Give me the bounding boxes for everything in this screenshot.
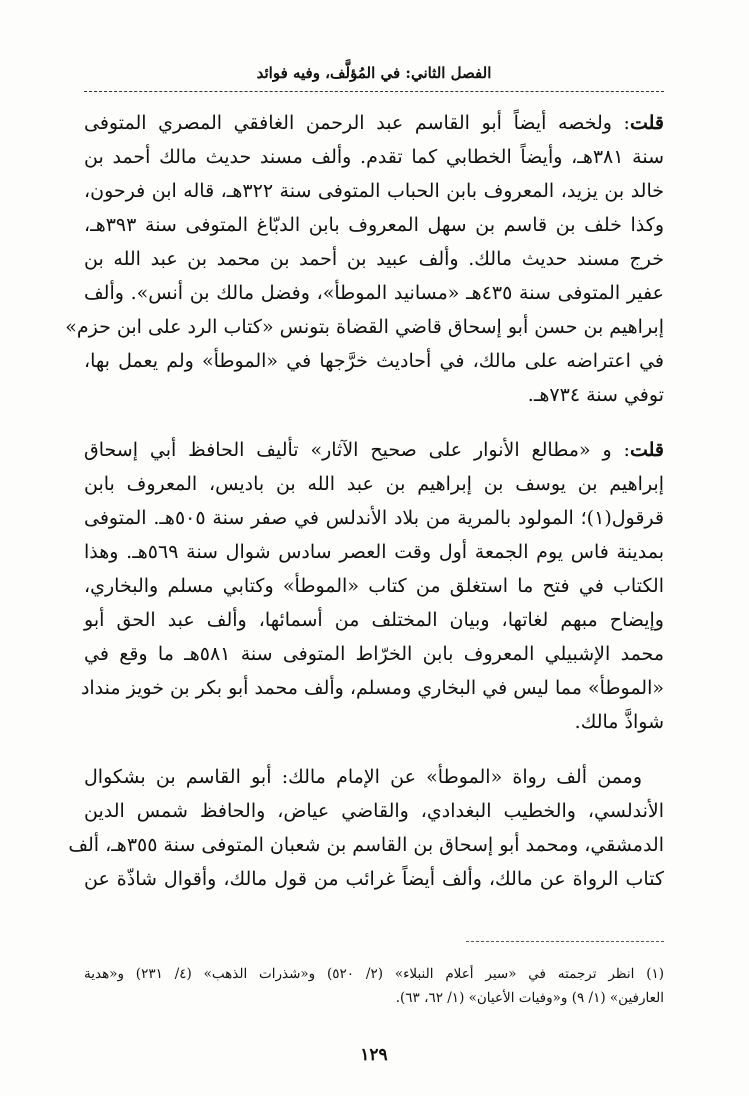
paragraph-2-line-6: وإيضاح مبهم لغاتها، وبيان المختلف من أسمائها، وألف عبد الحق أبو: [84, 609, 664, 631]
paragraph-2-line-9: شواذَّ مالك.: [574, 711, 664, 733]
paragraph-1-line-1: قلت: ولخصه أيضاً أبو القاسم عبد الرحمن الغافقي المصري المتوفى: [84, 112, 664, 134]
footnote-line-2: العارفين» (١/ ٩) و«وفيات الأعيان» (١/ ٦٢، ٦٣).: [395, 990, 664, 1006]
paragraph-2-line-8: «الموطأ» مما ليس في البخاري ومسلم، وألف محمد أبو بكر بن خويز منداد: [80, 677, 664, 699]
paragraph-1-line-2: سنة ٣٨١هـ، وأيضاً الخطابي كما تقدم. وألف مسند حديث مالك أحمد بن: [84, 146, 664, 168]
page-number: ١٢٩: [360, 1045, 388, 1065]
paragraph-1-line-9: توفي سنة ٧٣٤هـ.: [527, 384, 664, 406]
running-head: الفصل الثاني: في المُؤلَّف، وفيه فوائد: [256, 64, 492, 82]
paragraph-3-line-2: الأندلسي، والخطيب البغدادي، والقاضي عياض، والحافظ شمس الدين: [84, 800, 664, 822]
paragraph-1-line-3: خالد بن يزيد، المعروف بابن الحباب المتوفى سنة ٣٢٢هـ، قاله ابن فرحون،: [84, 180, 664, 202]
header-rule: [84, 91, 664, 92]
paragraph-2-line-7: محمد الإشبيلي المعروف بابن الخرّاط المتوفى سنة ٥٨١هـ ما وقع في: [84, 643, 664, 665]
paragraph-3-line-1: وممن ألف رواة «الموطأ» عن الإمام مالك: أبو القاسم بن بشكوال: [84, 766, 642, 788]
footnote-line-1: (١) انظر ترجمته في «سير أعلام النبلاء» (٢/ ٥٢٠) و«شذرات الذهب» (٤/ ٢٣١) و«هدية: [84, 966, 665, 982]
paragraph-2-line-4: بمدينة فاس يوم الجمعة أول وقت العصر سادس شوال سنة ٥٦٩هـ. وهذا: [84, 541, 664, 563]
qultu-keyword: قلت: [629, 439, 664, 461]
qultu-keyword: قلت: [629, 112, 664, 134]
paragraph-2-line-1: قلت: و «مطالع الأنوار على صحيح الآثار» تأليف الحافظ أبي إسحاق: [84, 439, 664, 461]
paragraph-1-line-4: وكذا خلف بن قاسم بن سهل المعروف بابن الدبّاغ المتوفى سنة ٣٩٣هـ،: [84, 214, 664, 236]
paragraph-1-line-5: خرج مسند حديث مالك. وألف عبيد بن أحمد بن محمد بن عبد الله بن: [84, 248, 664, 270]
paragraph-1-line-8: في اعتراضه على مالك، في أحاديث خرَّجها في «الموطأ» ولم يعمل بها،: [84, 350, 664, 372]
paragraph-2-line-2: إبراهيم بن يوسف بن إبراهيم بن عبد الله بن باديس، المعروف بابن: [84, 473, 664, 495]
paragraph-1-line-6: عفير المتوفى سنة ٤٣٥هـ «مسانيد الموطأ»، وفضل مالك بن أنس». وألف: [84, 282, 664, 304]
paragraph-3-line-3: الدمشقي، ومحمد أبو إسحاق بن القاسم بن شعبان المتوفى سنة ٣٥٥هـ، ألف: [68, 834, 664, 856]
paragraph-3-line-4: كتاب الرواة عن مالك، وألف أيضاً غرائب من قول مالك، وأقوال شاذّة عن: [84, 868, 664, 890]
footnote-rule: [466, 941, 664, 942]
paragraph-2-line-5: الكتاب في فتح ما استغلق من كتاب «الموطأ» وكتابي مسلم والبخاري،: [84, 575, 664, 597]
paragraph-2-line-3: قرقول(١)؛ المولود بالمرية من بلاد الأندلس في صفر سنة ٥٠٥هـ. المتوفى: [84, 507, 664, 529]
paragraph-1-line-7: إبراهيم بن حسن أبو إسحاق قاضي القضاة بتونس «كتاب الرد على ابن حزم»: [65, 316, 664, 338]
